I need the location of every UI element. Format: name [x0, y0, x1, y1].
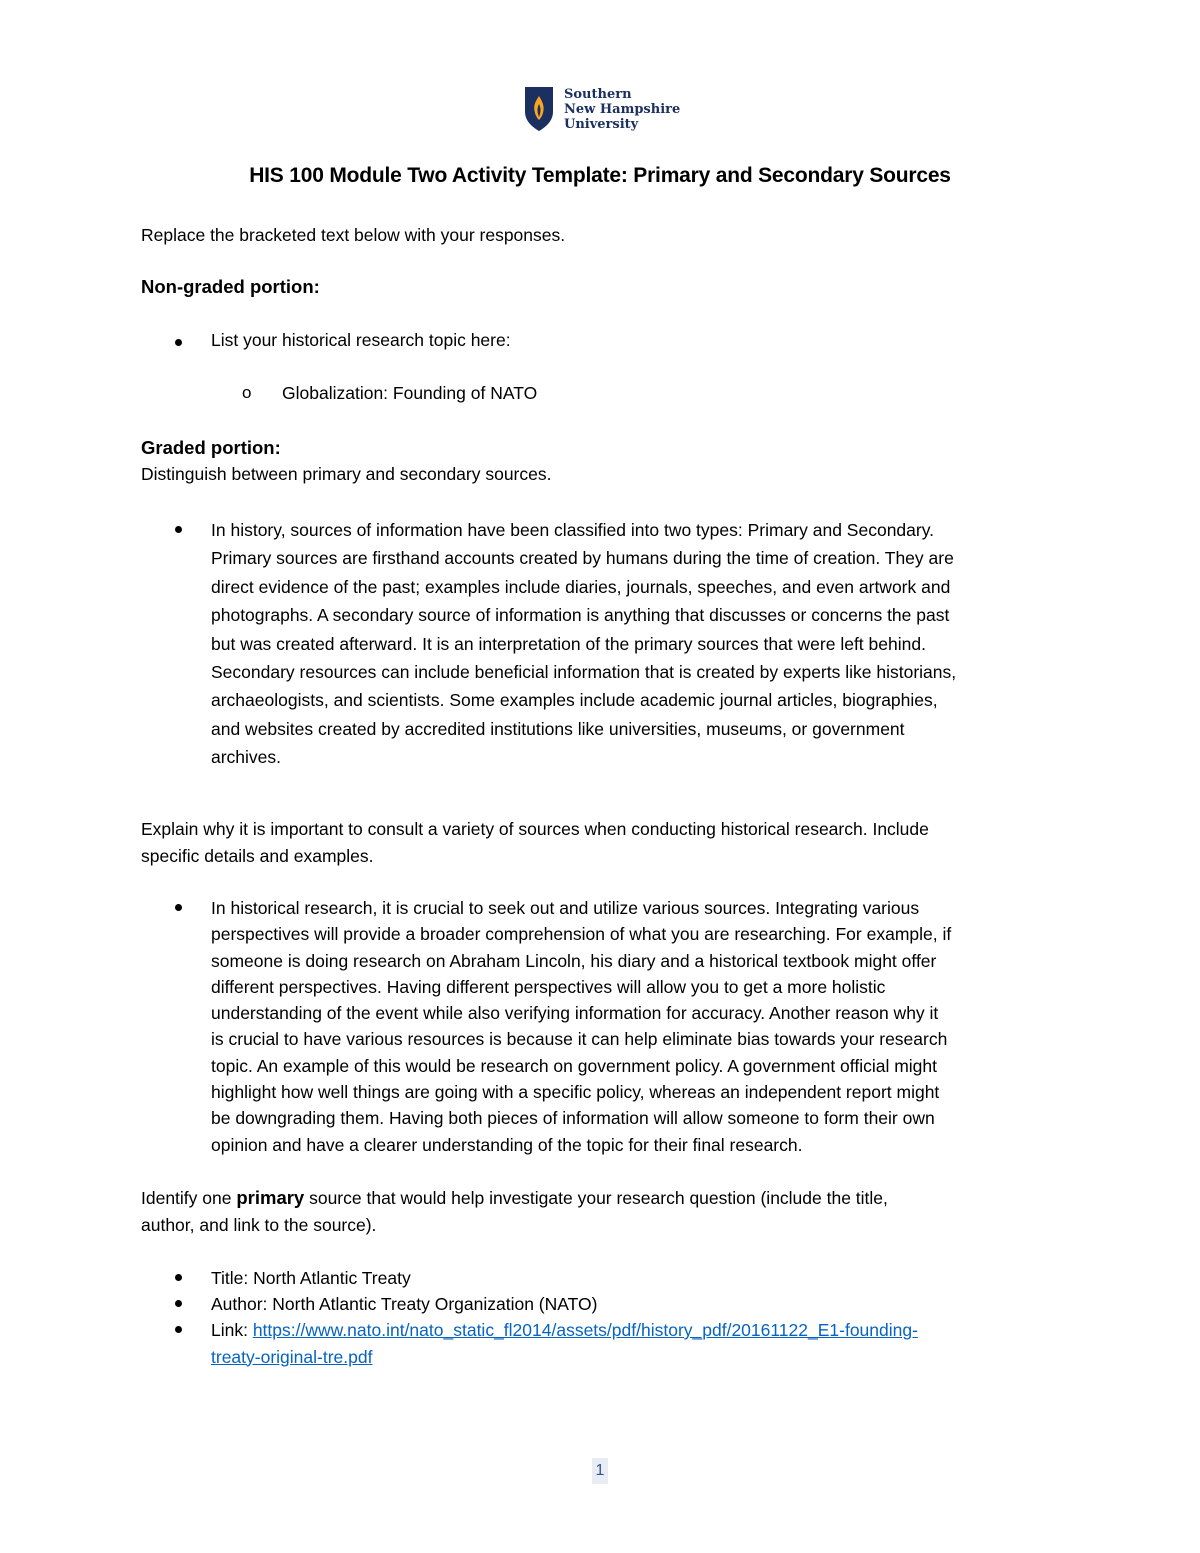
logo-line-2: New Hampshire — [564, 101, 681, 117]
page-number: 1 — [592, 1458, 608, 1484]
answer-1-line: and websites created by accredited institutions like universities, museums, or government — [211, 718, 905, 739]
nongraded-heading: Non-graded portion: — [141, 276, 320, 297]
list-item — [211, 1317, 918, 1370]
sub-bullet-icon: o — [242, 383, 252, 402]
answer-1-line: archaeologists, and scientists. Some examples include academic journal articles, biographies, — [211, 690, 938, 711]
answer-1-line: In history, sources of information have been classified into two types: Primary and Secondary. — [211, 520, 935, 540]
list-item — [211, 1265, 411, 1292]
logo-wordmark — [564, 87, 680, 132]
answer-1-line: archives. — [211, 747, 282, 768]
prompt-3-line-2: author, and link to the source). — [141, 1214, 377, 1235]
source-link[interactable]: https://www.nato.int/nato_static_fl2014/assets/pdf/history_pdf/20161122_E1-founding- — [252, 1320, 918, 1340]
instruction-text: Replace the bracketed text below with your responses. — [141, 225, 566, 245]
source-link-continued[interactable]: treaty-original-tre.pdf — [211, 1346, 373, 1367]
answer-2-line: In historical research, it is crucial to seek out and utilize various sources. Integrating various — [211, 898, 920, 918]
answer-2-line: is crucial to have various resources is because it can help eliminate bias towards your research — [211, 1029, 948, 1050]
list-item — [211, 1291, 597, 1318]
answer-2-line: opinion and have a clearer understanding of the topic for their final research. — [211, 1134, 803, 1155]
prompt-3-emphasis: primary — [236, 1187, 305, 1208]
shield-flame-icon — [524, 86, 554, 132]
answer-1-line: Primary sources are firsthand accounts created by humans during the time of creation. They are — [211, 548, 954, 569]
list-item — [211, 330, 511, 351]
topic-value: Globalization: Founding of NATO — [282, 383, 538, 403]
answer-2-line: highlight how well things are going with a specific policy, whereas an independent report might — [211, 1082, 940, 1103]
logo-line-1: Southern — [564, 86, 632, 102]
bullet-icon — [175, 1274, 182, 1281]
prompt-2 — [141, 816, 929, 869]
answer-2-line: be downgrading them. Having both pieces of information will allow someone to form their own — [211, 1108, 935, 1129]
source-link-label: Link: — [211, 1320, 253, 1340]
university-logo — [524, 84, 680, 134]
bullet-icon — [175, 339, 182, 346]
answer-1 — [211, 516, 1071, 772]
bullet-icon — [175, 526, 182, 533]
prompt-2-line: Explain why it is important to consult a variety of sources when conducting historical research. Include — [141, 819, 929, 839]
prompt-3-text: Identify one — [141, 1188, 237, 1208]
answer-2 — [211, 895, 1071, 1158]
answer-1-line: direct evidence of the past; examples include diaries, journals, speeches, and even artwork and — [211, 576, 951, 597]
answer-1-line: Secondary resources can include beneficial information that is created by experts like historians, — [211, 662, 957, 683]
bullet-icon — [175, 1300, 182, 1307]
graded-heading: Graded portion: — [141, 437, 281, 458]
prompt-3-text: source that would help investigate your research question (include the title, — [304, 1188, 888, 1208]
answer-2-line: perspectives will provide a broader comprehension of what you are researching. For example, if — [211, 924, 952, 945]
answer-1-line: photographs. A secondary source of information is anything that discusses or concerns the past — [211, 605, 950, 626]
source-title: Title: North Atlantic Treaty — [211, 1268, 411, 1288]
bullet-icon — [175, 904, 182, 911]
prompt-3 — [141, 1185, 888, 1238]
list-item — [242, 383, 538, 404]
answer-1-line: but was created afterward. It is an interpretation of the primary sources that were left behind. — [211, 633, 926, 654]
answer-2-line: someone is doing research on Abraham Lincoln, his diary and a historical textbook might offer — [211, 950, 937, 971]
logo-line-3: University — [564, 116, 639, 132]
prompt-2-line: specific details and examples. — [141, 845, 374, 866]
topic-prompt: List your historical research topic here: — [211, 330, 511, 350]
document-title: HIS 100 Module Two Activity Template: Primary and Secondary Sources — [249, 164, 951, 187]
bullet-icon — [175, 1326, 182, 1333]
answer-2-line: topic. An example of this would be research on government policy. A government official might — [211, 1055, 938, 1076]
prompt-1: Distinguish between primary and secondary sources. — [141, 464, 552, 484]
source-author: Author: North Atlantic Treaty Organization (NATO) — [211, 1294, 598, 1314]
prompt-3-line-1 — [141, 1185, 888, 1212]
answer-2-line: understanding of the event while also verifying information for accuracy. Another reason why it — [211, 1003, 939, 1024]
answer-2-line: different perspectives. Having different perspectives will allow you to get a more holistic — [211, 976, 886, 997]
